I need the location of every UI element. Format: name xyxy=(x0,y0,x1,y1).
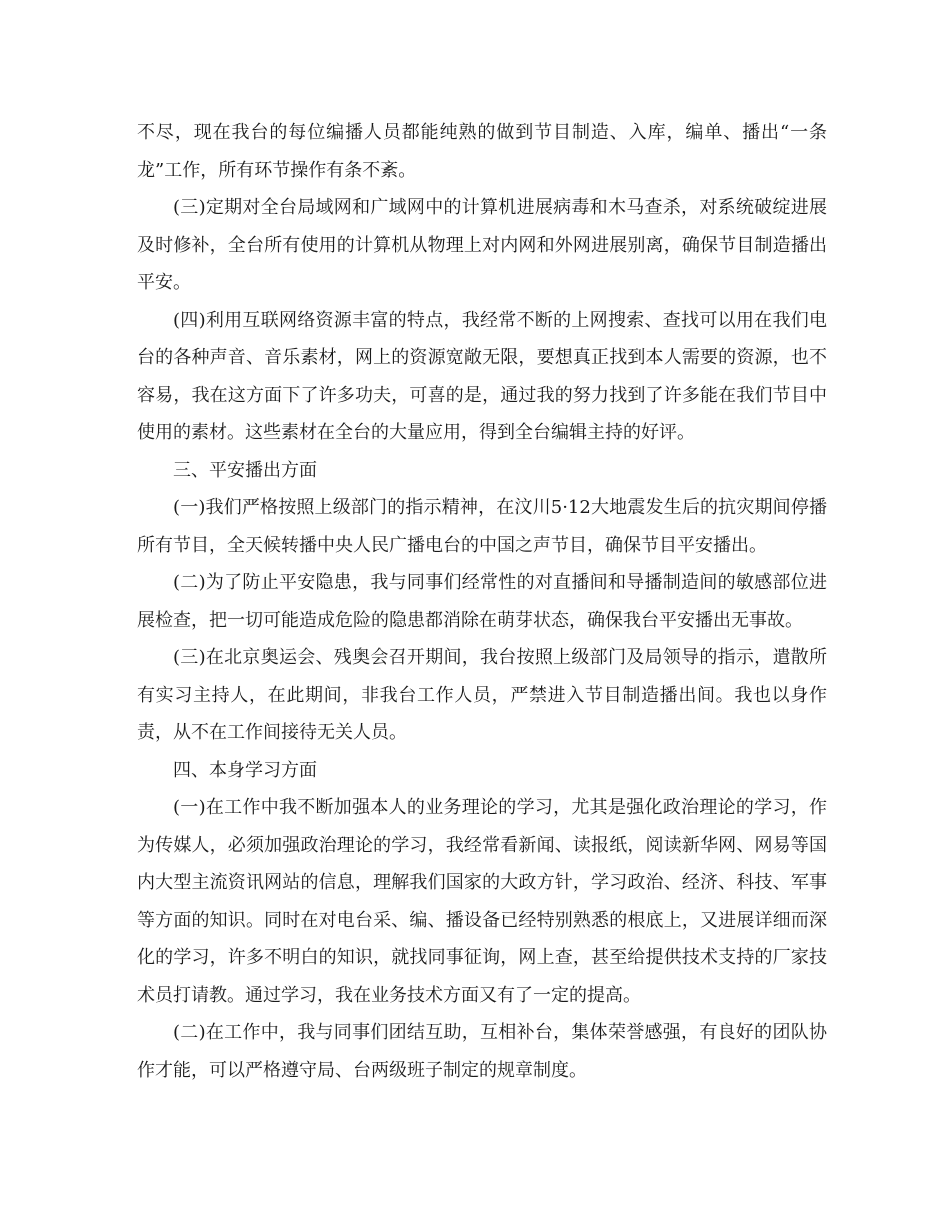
paragraph: (一)我们严格按照上级部门的指示精神，在汶川5·12大地震发生后的抗灾期间停播所有节目，全天候转播中央人民广播电台的中国之声节目，确保节目平安播出。 xyxy=(137,497,827,556)
section-heading: 三、平安播出方面 xyxy=(173,459,317,481)
paragraph: (二)在工作中，我与同事们团结互助，互相补台，集体荣誉感强，有良好的团队协作才能，可以严格遵守局、台两级班子制定的规章制度。 xyxy=(137,1022,827,1081)
paragraph: (三)定期对全台局域网和广域网中的计算机进展病毒和木马查杀，对系统破绽进展及时修补，全台所有使用的计算机从物理上对内网和外网进展别离，确保节目制造播出平安。 xyxy=(137,197,827,293)
paragraph: (四)利用互联网络资源丰富的特点，我经常不断的上网搜索、查找可以用在我们电台的各种声音、音乐素材，网上的资源宽敞无限，要想真正找到本人需要的资源，也不容易，我在这方面下了许多功夫，可喜的是，通过我的努力找到了许多能在我们节目中使用的素材。这些素材在全台的大量应用，得到全台编辑主持的好评。 xyxy=(137,309,827,443)
document-body xyxy=(137,114,827,1089)
paragraph: (二)为了防止平安隐患，我与同事们经常性的对直播间和导播制造间的敏感部位进展检查，把一切可能造成危险的隐患都消除在萌芽状态，确保我台平安播出无事故。 xyxy=(137,572,827,631)
paragraph: 不尽，现在我台的每位编播人员都能纯熟的做到节目制造、入库，编单、播出“一条龙”工作，所有环节操作有条不紊。 xyxy=(137,122,827,181)
paragraph: (一)在工作中我不断加强本人的业务理论的学习，尤其是强化政治理论的学习，作为传媒人，必须加强政治理论的学习，我经常看新闻、读报纸，阅读新华网、网易等国内大型主流资讯网站的信息，理解我们国家的大政方针，学习政治、经济、科技、军事等方面的知识。同时在对电台采、编、播设备已经特别熟悉的根底上，又进展详细而深化的学习，许多不明白的知识，就找同事征询，网上查，甚至给提供技术支持的厂家技术员打请教。通过学习，我在业务技术方面又有了一定的提高。 xyxy=(137,797,827,1006)
section-heading: 四、本身学习方面 xyxy=(173,759,317,781)
paragraph: (三)在北京奥运会、残奥会召开期间，我台按照上级部门及局领导的指示，遣散所有实习主持人，在此期间，非我台工作人员，严禁进入节目制造播出间。我也以身作责，从不在工作间接待无关人员。 xyxy=(137,647,827,743)
